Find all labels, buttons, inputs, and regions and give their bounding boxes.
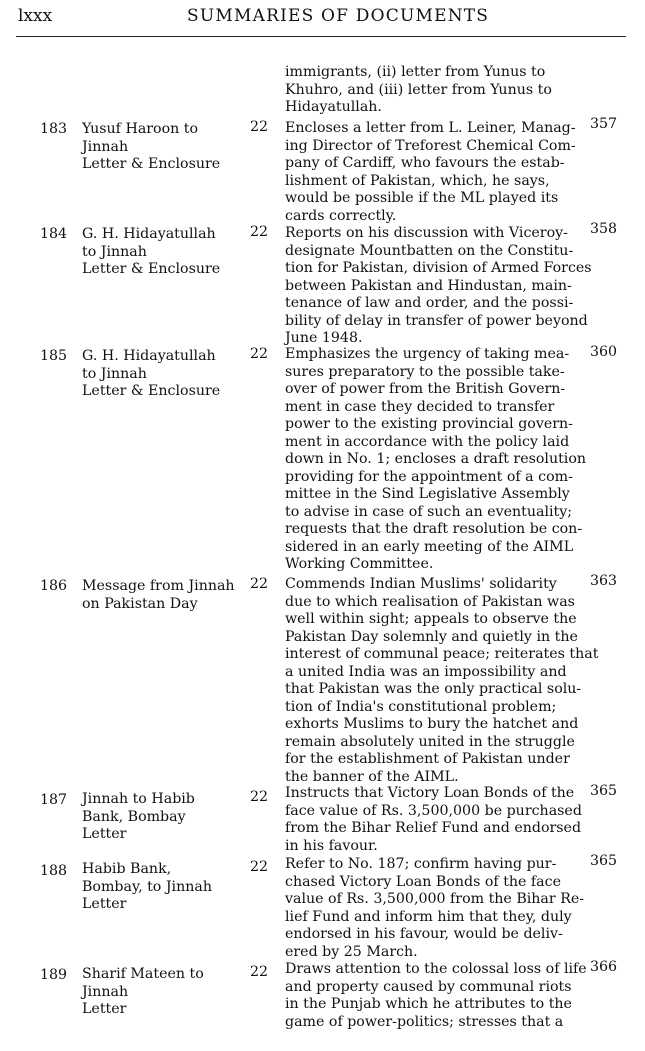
entry-date: 22 bbox=[250, 859, 269, 875]
running-title: SUMMARIES OF DOCUMENTS bbox=[187, 6, 490, 26]
entry-summary-line: pany of Cardiff, who favours the estab- bbox=[285, 155, 565, 171]
entry-summary-line: sidered in an early meeting of the AIML bbox=[285, 538, 574, 555]
entry-summary-line: designate Mountbatten on the Constitu- bbox=[285, 242, 574, 259]
entry-summary-line: from the Bihar Relief Fund and endorsed bbox=[285, 820, 582, 836]
entry-title-line: G. H. Hidayatullah bbox=[82, 226, 216, 242]
entry-number: 186 bbox=[40, 578, 68, 594]
entry-summary-line: Emphasizes the urgency of taking mea- bbox=[285, 346, 570, 362]
entry-summary-line: cards correctly. bbox=[285, 207, 397, 224]
entry-summary-line: ment in accordance with the policy laid bbox=[285, 433, 570, 450]
entry-number: 189 bbox=[40, 967, 68, 983]
entry-summary-line: ing Director of Treforest Chemical Com- bbox=[285, 137, 576, 154]
entry-summary-line: Draws attention to the colossal loss of life bbox=[285, 961, 587, 977]
entry-title-line: G. H. Hidayatullah bbox=[82, 348, 216, 364]
entry-number: 184 bbox=[40, 226, 68, 242]
entry-summary-line: June 1948. bbox=[285, 330, 363, 346]
entry-title-line: Letter & Enclosure bbox=[82, 383, 221, 399]
entry-page: 363 bbox=[590, 573, 618, 589]
entry-title-line: Jinnah to Habib bbox=[82, 791, 195, 807]
entry-page: 365 bbox=[590, 853, 618, 869]
entry-summary-line: tion for Pakistan, division of Armed Forces bbox=[285, 260, 592, 276]
entry-summary-line: mittee in the Sind Legislative Assembly bbox=[285, 486, 570, 502]
carryover-line: immigrants, (ii) letter from Yunus to bbox=[285, 64, 546, 80]
entry-summary-line: bility of delay in transfer of power beyond bbox=[285, 312, 588, 329]
entry-title-line: Jinnah bbox=[82, 983, 129, 1000]
entry-summary-line: Pakistan Day solemnly and quietly in the bbox=[285, 628, 578, 645]
entry-title-line: to Jinnah bbox=[82, 243, 147, 260]
entry-page: 360 bbox=[590, 344, 618, 360]
entry-title-line: Jinnah bbox=[82, 138, 129, 155]
entry-date: 22 bbox=[250, 224, 269, 240]
entry-summary-line: for the establishment of Pakistan under bbox=[285, 751, 570, 767]
entry-summary-line: face value of Rs. 3,500,000 be purchased bbox=[285, 802, 582, 819]
entry-summary-line: sures preparatory to the possible take- bbox=[285, 363, 565, 380]
entry-title-line: Yusuf Haroon to bbox=[82, 121, 199, 137]
entry-summary-line: remain absolutely united in the struggle bbox=[285, 733, 575, 750]
entry-summary-line: Reports on his discussion with Viceroy- bbox=[285, 225, 568, 241]
entry-summary-line: down in No. 1; encloses a draft resolution bbox=[285, 451, 587, 467]
entry-title-line: Bank, Bombay bbox=[82, 808, 186, 825]
entry-summary-line: that Pakistan was the only practical solu- bbox=[285, 681, 582, 697]
entry-summary-line: well within sight; appeals to observe the bbox=[285, 611, 577, 627]
entry-page: 358 bbox=[590, 221, 618, 237]
entry-title-line: Habib Bank, bbox=[82, 861, 172, 877]
entry-title-line: Message from Jinnah bbox=[82, 578, 235, 594]
entry-summary-line: requests that the draft resolution be con- bbox=[285, 521, 583, 537]
entry-date: 22 bbox=[250, 346, 269, 362]
carryover-line: Hidayatullah. bbox=[285, 99, 382, 115]
entry-number: 188 bbox=[40, 863, 68, 879]
entry-summary-line: Commends Indian Muslims' solidarity bbox=[285, 576, 557, 592]
entry-date: 22 bbox=[250, 964, 269, 980]
page-folio: lxxx bbox=[18, 6, 53, 26]
entry-title-line: Letter bbox=[82, 826, 127, 842]
page-header bbox=[0, 0, 645, 40]
entry-summary-line: exhorts Muslims to bury the hatchet and bbox=[285, 716, 579, 732]
entry-summary-line: power to the existing provincial govern- bbox=[285, 416, 573, 432]
entry-title-line: on Pakistan Day bbox=[82, 595, 198, 612]
entry-summary-line: endorsed in his favour, would be deliv- bbox=[285, 926, 563, 942]
entry-summary-line: tenance of law and order, and the possi- bbox=[285, 295, 574, 311]
entry-title-line: Letter & Enclosure bbox=[82, 261, 221, 277]
carryover-line: Khuhro, and (iii) letter from Yunus to bbox=[285, 81, 552, 98]
entry-summary-line: would be possible if the ML played its bbox=[285, 190, 559, 206]
entry-summary-line: Refer to No. 187; confirm having pur- bbox=[285, 856, 557, 872]
entry-summary-line: tion of India's constitutional problem; bbox=[285, 698, 557, 715]
entry-summary-line: Encloses a letter from L. Leiner, Manag- bbox=[285, 120, 576, 136]
entry-title-line: Letter & Enclosure bbox=[82, 156, 221, 172]
entry-page: 357 bbox=[590, 116, 618, 132]
entry-title-line: Letter bbox=[82, 896, 127, 912]
entry-summary-line: lishment of Pakistan, which, he says, bbox=[285, 172, 550, 189]
entry-summary-line: to advise in case of such an eventuality; bbox=[285, 503, 573, 520]
entry-summary-line: lief Fund and inform him that they, duly bbox=[285, 908, 572, 925]
entry-summary-line: in his favour. bbox=[285, 837, 378, 854]
entry-number: 183 bbox=[40, 121, 68, 137]
entry-summary-line: providing for the appointment of a com- bbox=[285, 468, 573, 485]
entry-summary-line: the banner of the AIML. bbox=[285, 768, 459, 785]
entry-summary-line: due to which realisation of Pakistan was bbox=[285, 593, 575, 610]
entry-date: 22 bbox=[250, 119, 269, 135]
entry-title-line: Bombay, to Jinnah bbox=[82, 878, 212, 895]
entry-number: 185 bbox=[40, 348, 68, 364]
entry-summary-line: Working Committee. bbox=[285, 556, 434, 572]
entry-page: 365 bbox=[590, 783, 618, 799]
entry-summary-line: value of Rs. 3,500,000 from the Bihar Re- bbox=[285, 891, 585, 907]
entry-summary-line: between Pakistan and Hindustan, main- bbox=[285, 277, 572, 294]
entry-summary-line: ered by 25 March. bbox=[285, 943, 418, 960]
entry-summary-line: Instructs that Victory Loan Bonds of the bbox=[285, 785, 575, 801]
entry-summary-line: in the Punjab which he attributes to the bbox=[285, 996, 572, 1012]
entry-title-line: Letter bbox=[82, 1001, 127, 1017]
entry-summary-line: chased Victory Loan Bonds of the face bbox=[285, 873, 561, 890]
entry-summary-line: over of power from the British Govern- bbox=[285, 381, 566, 397]
entry-summary-line: a united India was an impossibility and bbox=[285, 663, 567, 680]
entry-title-line: Sharif Mateen to bbox=[82, 966, 204, 982]
entry-title-line: to Jinnah bbox=[82, 365, 147, 382]
entry-summary-line: interest of communal peace; reiterates that bbox=[285, 646, 599, 662]
entry-date: 22 bbox=[250, 789, 269, 805]
entry-page: 366 bbox=[590, 959, 618, 975]
entry-summary-line: game of power-politics; stresses that a bbox=[285, 1013, 564, 1030]
entry-summary-line: ment in case they decided to transfer bbox=[285, 398, 555, 415]
entry-date: 22 bbox=[250, 576, 269, 592]
header-rule bbox=[16, 36, 626, 37]
entry-summary-line: and property caused by communal riots bbox=[285, 978, 572, 995]
entry-number: 187 bbox=[40, 792, 68, 808]
